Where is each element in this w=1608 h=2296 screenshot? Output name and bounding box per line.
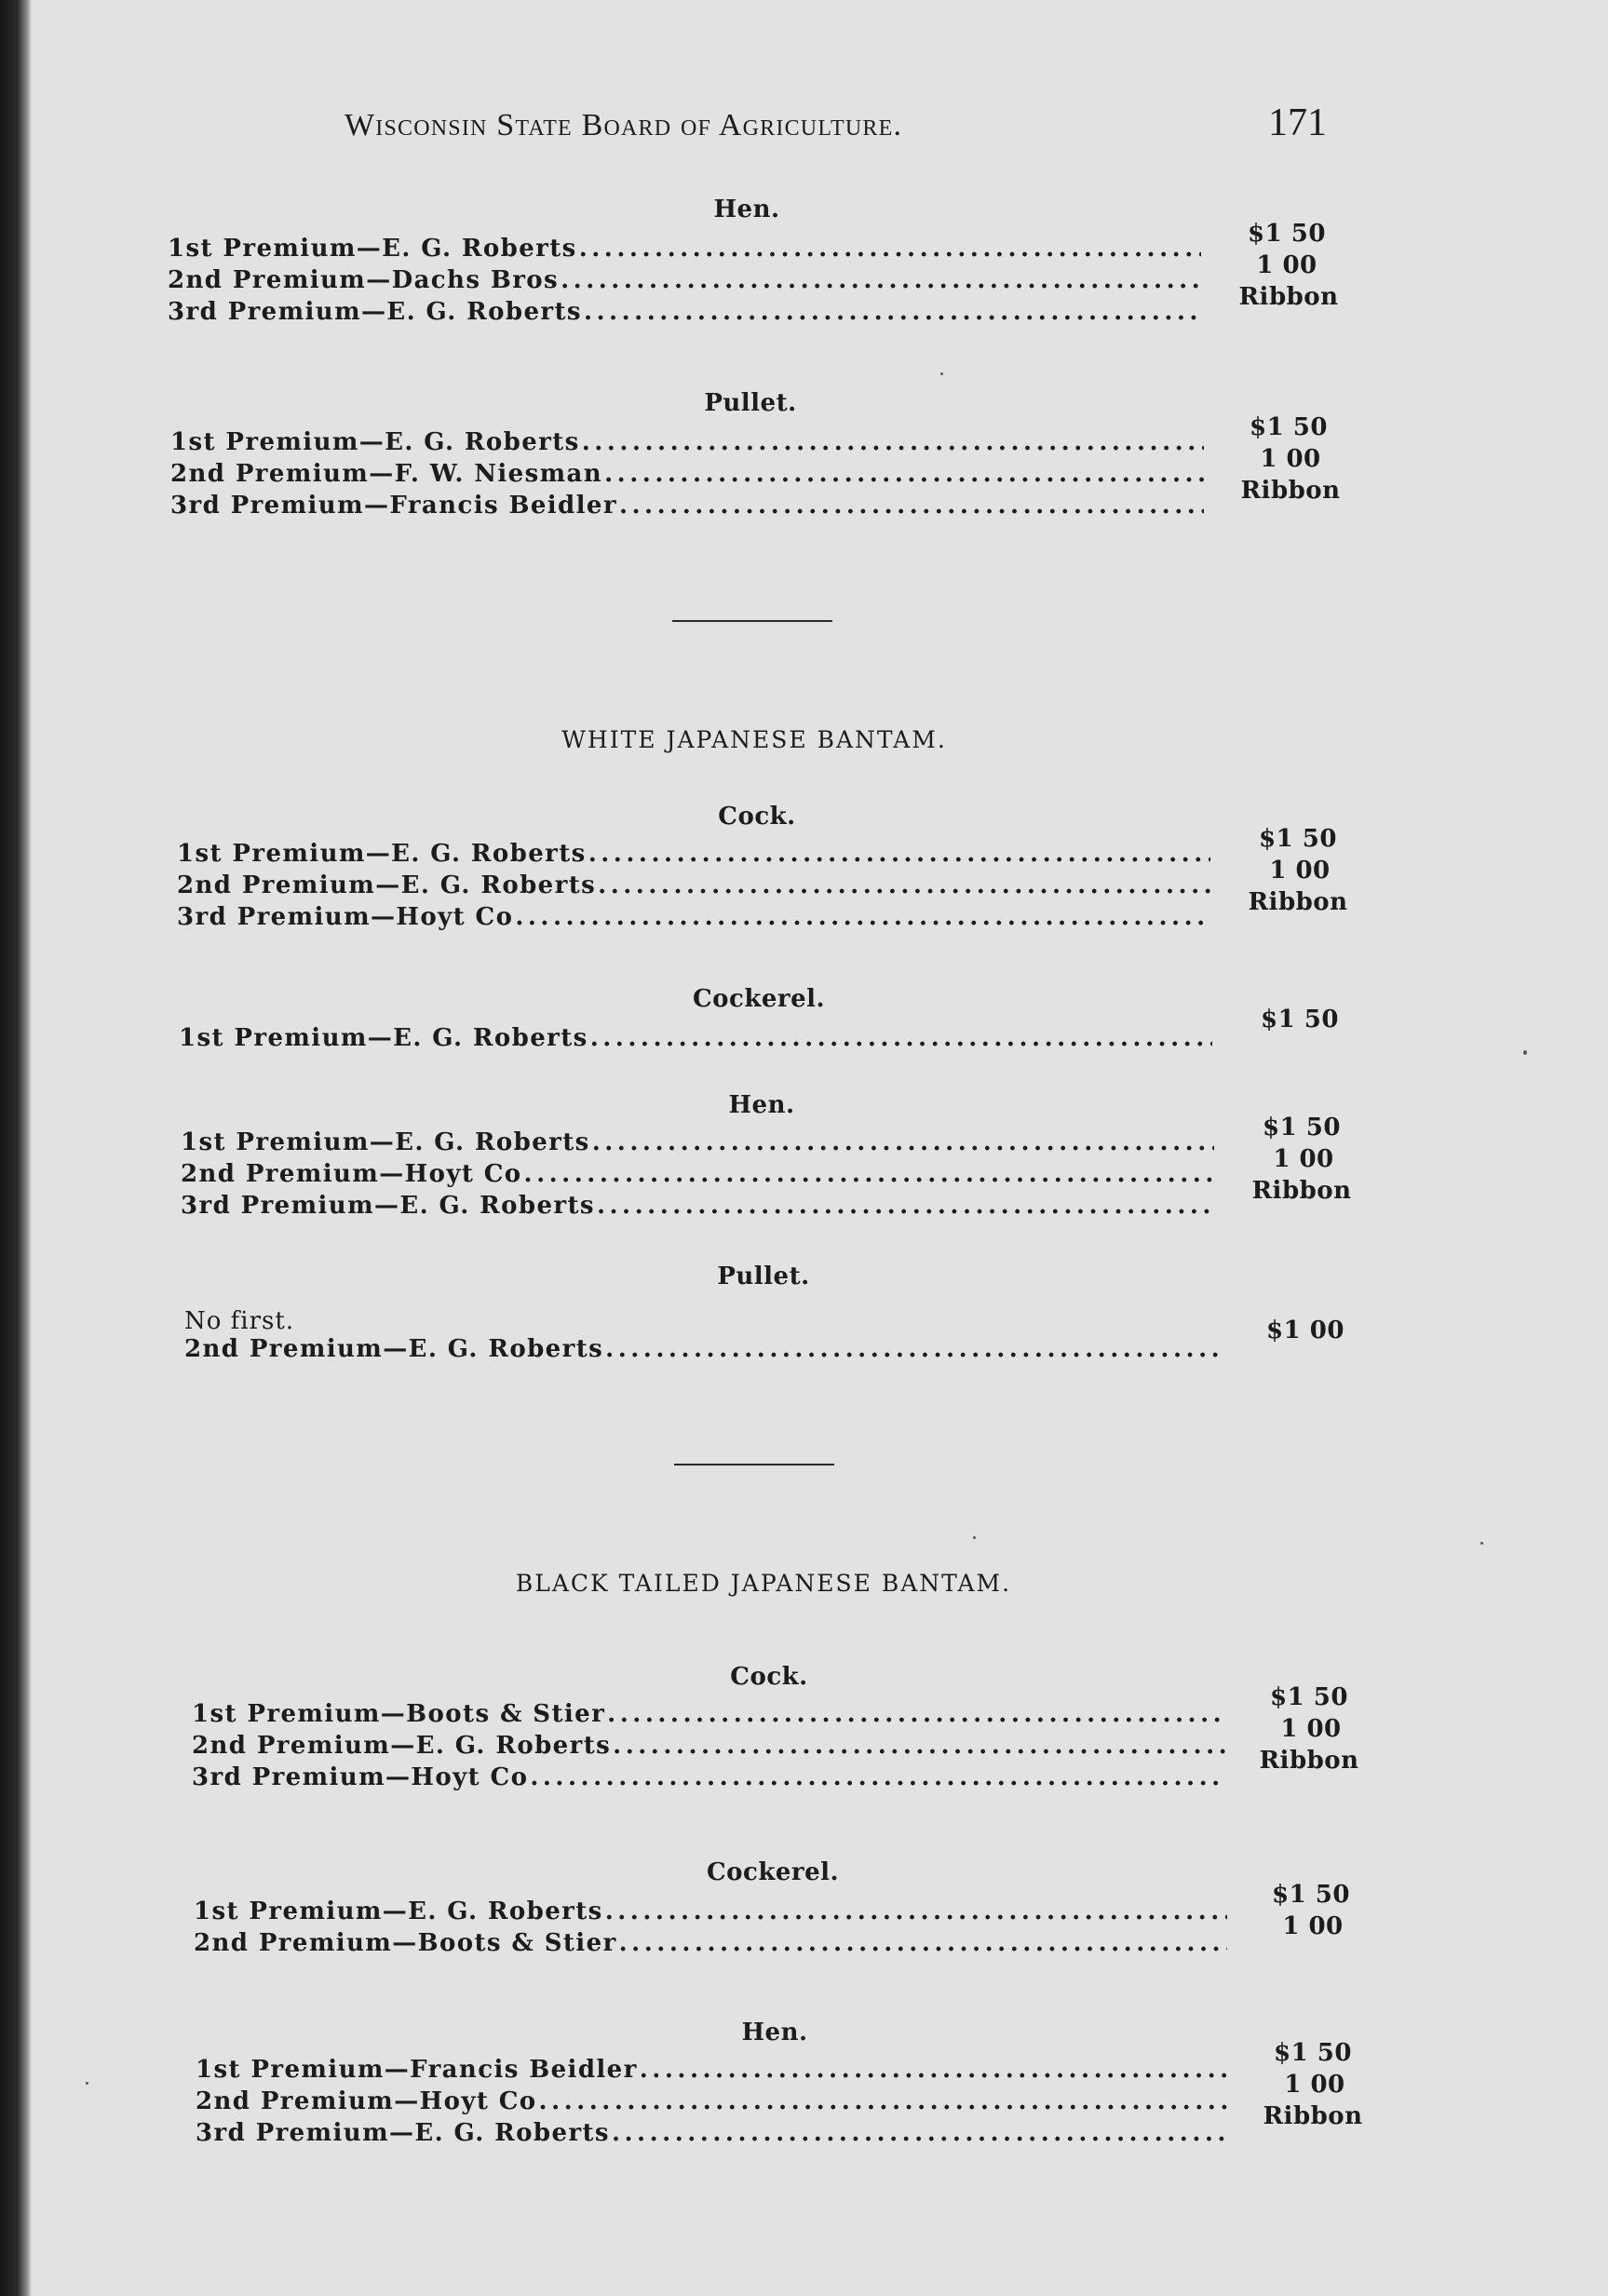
premium-amount: 1 00 [1269, 857, 1331, 885]
dot-leader [612, 2119, 1229, 2147]
dot-leader [561, 266, 1201, 294]
paper-speck [86, 2082, 88, 2085]
premium-label: 1st Premium—E. G. Roberts [181, 1128, 590, 1156]
premium-row [170, 460, 1204, 493]
premium-amount: $1 50 [1270, 1683, 1348, 1711]
dot-leader [515, 903, 1210, 931]
paper-speck [940, 372, 943, 375]
premium-label: 2nd Premium—E. G. Roberts [177, 871, 597, 899]
paper-speck [1523, 1050, 1527, 1055]
premium-label: 2nd Premium—Hoyt Co [196, 2087, 537, 2115]
premium-amount: 1 00 [1280, 1715, 1342, 1743]
premium-row [196, 2087, 1229, 2121]
premium-row [184, 1335, 1218, 1369]
dot-leader [597, 1192, 1214, 1220]
premium-label: 1st Premium—E. G. Roberts [168, 235, 577, 263]
premium-amount: Ribbon [1259, 1747, 1359, 1775]
premium-label: 3rd Premium—Hoyt Co [192, 1763, 529, 1791]
premium-row [170, 428, 1204, 462]
premium-amount: $1 50 [1274, 2039, 1352, 2067]
premium-row [192, 1700, 1225, 1734]
premium-row [192, 1732, 1225, 1765]
premium-amount: $1 50 [1259, 825, 1337, 853]
premium-amount: Ribbon [1251, 1177, 1352, 1205]
section-divider [674, 1464, 834, 1465]
section-heading: BLACK TAILED JAPANESE BANTAM. [515, 1570, 1012, 1597]
premium-label: 1st Premium—E. G. Roberts [170, 428, 580, 456]
premium-row [168, 266, 1201, 300]
premium-row [177, 903, 1210, 937]
running-title: Wisconsin State Board of Agriculture. [345, 108, 903, 142]
dot-leader [619, 1929, 1227, 1957]
premium-row [177, 840, 1210, 873]
running-head [345, 101, 1327, 156]
premium-label: 2nd Premium—Dachs Bros [168, 266, 560, 294]
premium-label: 3rd Premium—Hoyt Co [177, 903, 514, 931]
premium-label: 3rd Premium—E. G. Roberts [181, 1192, 595, 1220]
premium-row [170, 492, 1204, 525]
premium-row [181, 1160, 1214, 1194]
premium-label: 2nd Premium—E. G. Roberts [192, 1732, 612, 1760]
premium-amount: Ribbon [1238, 283, 1339, 311]
dot-leader [579, 235, 1201, 263]
category-heading: Hen. [741, 2019, 808, 2046]
premium-row [196, 2119, 1229, 2153]
premium-row [168, 298, 1201, 331]
premium-row [181, 1128, 1214, 1162]
category-heading: Pullet. [717, 1263, 810, 1290]
category-heading: Cockerel. [706, 1858, 840, 1886]
premium-label: 2nd Premium—F. W. Niesman [170, 460, 603, 488]
dot-leader [619, 492, 1204, 520]
premium-row [196, 2056, 1229, 2089]
dot-leader [584, 298, 1201, 326]
premium-amount: $1 50 [1263, 1114, 1341, 1141]
premium-label: 1st Premium—Francis Beidler [196, 2056, 638, 2084]
premium-row [194, 1929, 1227, 1963]
dot-leader [613, 1732, 1225, 1760]
category-heading: Cock. [730, 1663, 808, 1691]
premium-label: 2nd Premium—E. G. Roberts [184, 1335, 604, 1363]
premium-label: 1st Premium—E. G. Roberts [179, 1024, 588, 1052]
category-heading: Hen. [713, 196, 780, 223]
paper-speck [973, 1536, 976, 1539]
dot-leader [592, 1128, 1214, 1156]
premium-label: 3rd Premium—E. G. Roberts [168, 298, 582, 326]
premium-amount: $1 50 [1248, 220, 1326, 248]
premium-amount: Ribbon [1263, 2102, 1363, 2130]
section-divider [672, 620, 832, 622]
page-number: 171 [1268, 101, 1327, 144]
premium-label: 2nd Premium—Hoyt Co [181, 1160, 522, 1188]
paper-speck [1480, 1542, 1483, 1545]
premium-label: 3rd Premium—Francis Beidler [170, 492, 617, 520]
premium-amount: $1 00 [1266, 1317, 1345, 1344]
premium-amount: Ribbon [1240, 477, 1341, 505]
category-heading: Cockerel. [692, 985, 826, 1013]
premium-row [181, 1192, 1214, 1225]
dot-leader [530, 1763, 1225, 1791]
premium-label: 3rd Premium—E. G. Roberts [196, 2119, 610, 2147]
premium-label: 1st Premium—Boots & Stier [192, 1700, 606, 1728]
dot-leader [598, 871, 1210, 899]
note-text: No first. [184, 1307, 295, 1335]
dot-leader [588, 840, 1210, 868]
premium-amount: 1 00 [1256, 251, 1317, 279]
dot-leader [524, 1160, 1214, 1188]
premium-amount: 1 00 [1273, 1145, 1334, 1173]
premium-amount: Ribbon [1248, 888, 1348, 916]
premium-amount: $1 50 [1250, 413, 1328, 441]
dot-leader [582, 428, 1204, 456]
premium-label: 1st Premium—E. G. Roberts [177, 840, 587, 868]
premium-amount: 1 00 [1282, 1912, 1344, 1940]
category-heading: Pullet. [704, 389, 797, 417]
premium-amount: $1 50 [1261, 1006, 1339, 1033]
category-heading: Cock. [718, 803, 796, 831]
premium-amount: 1 00 [1284, 2071, 1345, 2099]
dot-leader [590, 1024, 1212, 1052]
premium-label: 2nd Premium—Boots & Stier [194, 1929, 617, 1957]
dot-leader [607, 1700, 1225, 1728]
category-heading: Hen. [728, 1091, 795, 1119]
premium-row [179, 1024, 1212, 1058]
section-heading: WHITE JAPANESE BANTAM. [561, 726, 947, 753]
dot-leader [539, 2087, 1229, 2115]
premium-row [192, 1763, 1225, 1797]
premium-row [168, 235, 1201, 268]
dot-leader [605, 1898, 1227, 1925]
dot-leader [640, 2056, 1229, 2084]
dot-leader [605, 1335, 1218, 1363]
dot-leader [604, 460, 1204, 488]
premium-row [177, 871, 1210, 905]
premium-amount: 1 00 [1260, 445, 1321, 473]
premium-label: 1st Premium—E. G. Roberts [194, 1898, 603, 1925]
premium-amount: $1 50 [1272, 1881, 1350, 1909]
premium-row [194, 1898, 1227, 1931]
